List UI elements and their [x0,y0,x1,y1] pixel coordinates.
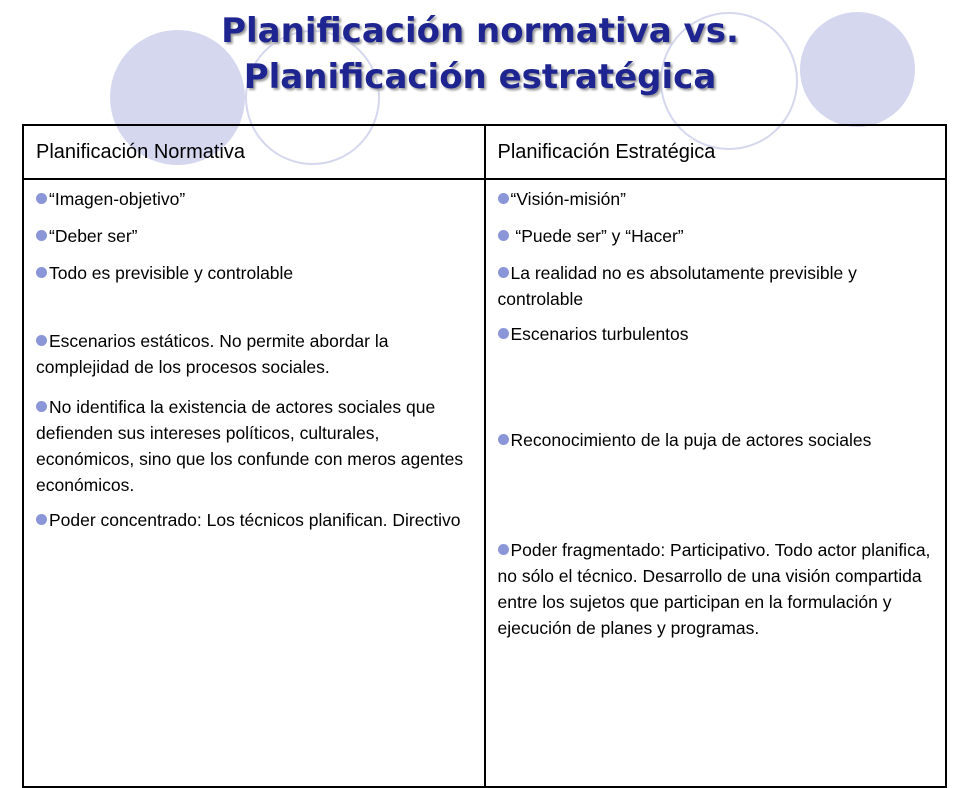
estrategica-cell [485,179,947,787]
list-item [36,507,472,533]
list-item-text: “Deber ser” [49,226,138,246]
slide-title-line-1: Planificación normativa vs. [221,11,739,51]
bullet-icon [498,328,509,339]
bullet-icon [498,193,509,204]
list-item [36,328,472,380]
list-item [498,427,934,453]
bullet-icon [498,267,509,278]
list-item [498,186,934,212]
list-item-text: “Visión-misión” [510,189,626,209]
list-item [36,223,472,249]
list-item-text: Escenarios turbulentos [510,324,689,344]
normativa-list [36,186,472,533]
content-row [23,179,946,787]
list-item [498,223,934,249]
normativa-cell [23,179,485,787]
bullet-icon [36,335,47,346]
list-item [36,186,472,212]
bullet-icon [498,544,509,555]
list-item-text: Poder concentrado: Los técnicos planifican. Directivo [49,510,461,530]
header-estrategica: Planificación Estratégica [485,125,947,179]
list-item-text: No identifica la existencia de actores sociales que defienden sus intereses políticos, culturales, económicos, sino que los confunde con meros agentes económicos. [36,397,464,495]
list-item-text: Reconocimiento de la puja de actores sociales [510,430,872,450]
list-item [36,394,472,498]
bullet-icon [36,193,47,204]
estrategica-list [498,186,934,641]
list-item-text: Poder fragmentado: Participativo. Todo actor planifica, no sólo el técnico. Desarrollo de una visión compartida entre los sujetos que participan en la formulación y ejecución de planes y programas. [497,540,931,638]
list-item-text: “Puede ser” y “Hacer” [510,226,684,246]
list-item-text: Escenarios estáticos. No permite abordar la complejidad de los procesos sociales. [36,331,389,377]
list-item [498,321,934,347]
bullet-icon [36,401,47,412]
slide-title-line-2: Planificación estratégica [243,57,717,97]
bullet-icon [36,230,47,241]
header-row [23,125,946,179]
list-item-text: La realidad no es absolutamente previsible y controlable [497,263,857,309]
bullet-icon [498,230,509,241]
bullet-icon [498,434,509,445]
comparison-table [22,124,947,788]
list-item [36,260,472,286]
slide-title [0,8,960,100]
list-item [498,537,934,641]
bullet-icon [36,514,47,525]
list-item-text: Todo es previsible y controlable [49,263,294,283]
header-normativa: Planificación Normativa [23,125,485,179]
bullet-icon [36,267,47,278]
list-item [498,260,934,312]
list-item-text: “Imagen-objetivo” [49,189,186,209]
